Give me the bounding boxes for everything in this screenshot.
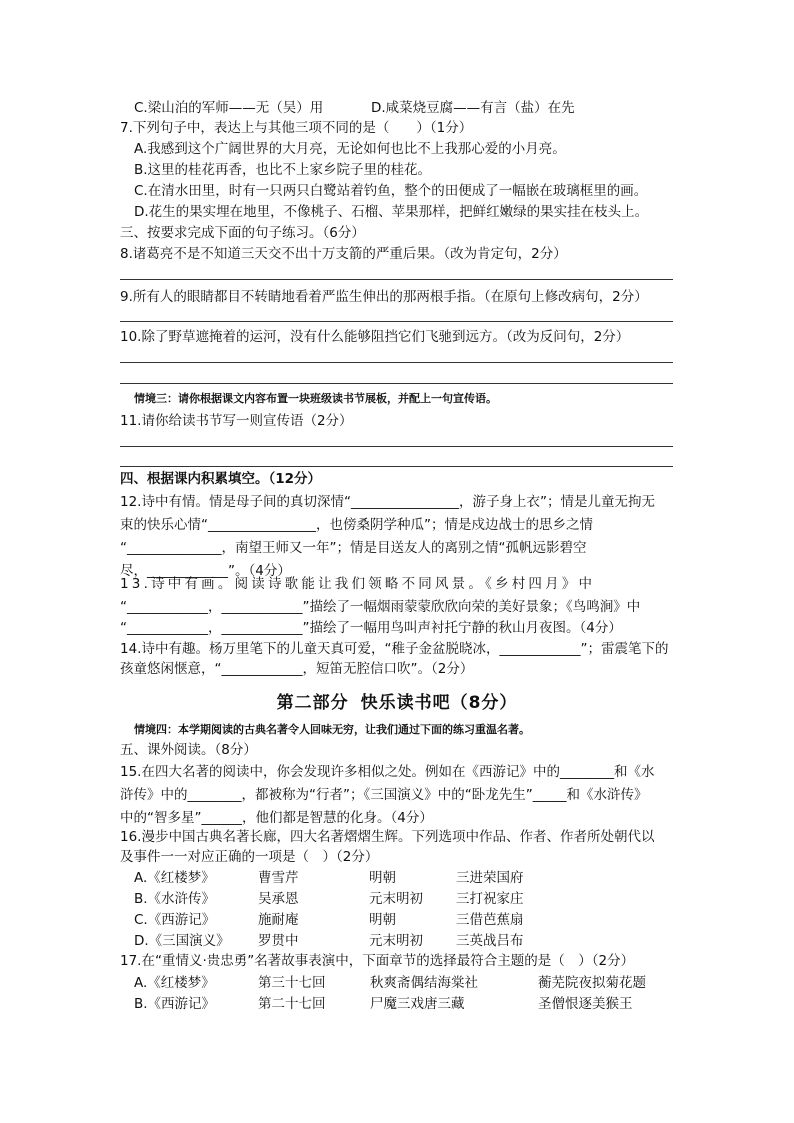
q11-answer-line-2 <box>120 466 673 467</box>
q16-row-b-author: 吴承恩 <box>258 891 299 907</box>
q16-row-a-work: A.《红楼梦》 <box>134 870 215 886</box>
q16-row-d-event: 三英战吕布 <box>456 933 524 949</box>
q11-text: 11.请你给读书节写一则宣传语（2分） <box>120 413 353 429</box>
q16-row-d-dynasty: 元末明初 <box>369 933 423 949</box>
q10-text: 10.除了野草遮掩着的运河，没有什么能够阻挡它们飞驰到远方。（改为反问句，2分） <box>120 329 630 345</box>
q16-line-1: 16.漫步中国古典名著长廊，四大名著熠熠生辉。下列选项中作品、作者、作者所处朝代以 <box>120 829 655 845</box>
q16-row-c-dynasty: 明朝 <box>369 912 396 928</box>
situation-3: 情境三：请你根据课文内容布置一块班级读书节展板，并配上一句宣传语。 <box>134 392 497 405</box>
q17-row-b-title-2: 圣僧恨逐美猴王 <box>538 996 633 1012</box>
q7-option-d: D.花生的果实埋在地里，不像桃子、石榴、苹果那样，把鲜红嫩绿的果实挂在枝头上。 <box>134 204 649 220</box>
part-2-heading <box>0 688 794 713</box>
q16-row-a-dynasty: 明朝 <box>369 870 396 886</box>
q16-row-c-event: 三借芭蕉扇 <box>456 912 524 928</box>
q7-option-a: A.我感到这个广阔世界的大月亮，无论如何也比不上我那心爱的小月亮。 <box>134 141 566 157</box>
q12-line-4: 尽，____________”。（4分） <box>120 563 291 579</box>
q17-row-a-work: A.《红楼梦》 <box>134 975 215 991</box>
q13-line-3: “____________，____________”描绘了一幅用鸟叫声衬托宁静的秋山月夜图。（4分） <box>120 620 622 636</box>
q10-answer-line-1 <box>120 362 673 363</box>
q11-answer-line-1 <box>120 446 673 447</box>
q16-row-b-work: B.《水浒传》 <box>134 891 216 907</box>
q9-answer-line <box>120 321 673 322</box>
situation-4: 情境四：本学期阅读的古典名著令人回味无穷，让我们通过下面的练习重温名著。 <box>134 723 530 736</box>
q15-line-1: 15.在四大名著的阅读中，你会发现许多相似之处。例如在《西游记》中的________和《水 <box>120 764 655 780</box>
section-4-title: 四、根据课内积累填空。（12分） <box>120 471 322 487</box>
q17-row-b-work: B.《西游记》 <box>134 996 216 1012</box>
q9-text: 9.所有人的眼睛都目不转睛地看着严监生伸出的那两根手指。（在原句上修改病句，2分） <box>120 289 648 305</box>
q17-stem: 17.在“重情义·贵忠勇”名著故事表演中，下面章节的选择最符合主题的是（ ）（2分） <box>120 953 635 969</box>
q17-row-a-title-2: 蘅芜院夜拟菊花题 <box>538 975 646 991</box>
q8-answer-line <box>120 279 673 280</box>
q10-answer-line-2 <box>120 383 673 384</box>
section-3-title: 三、按要求完成下面的句子练习。（6分） <box>120 225 365 241</box>
q16-row-b-dynasty: 元末明初 <box>369 891 423 907</box>
q16-row-b-event: 三打祝家庄 <box>456 891 524 907</box>
section-5-title: 五、课外阅读。（8分） <box>120 742 257 758</box>
q16-row-c-author: 施耐庵 <box>258 912 299 928</box>
part-2-label: 第二部分 <box>276 693 349 713</box>
q17-row-a-chapter: 第三十七回 <box>258 975 326 991</box>
q16-row-d-author: 罗贯中 <box>258 933 299 949</box>
q15-line-2: 浒传》中的________，都被称为“行者”；《三国演义》中的“卧龙先生”_____和《水浒传》 <box>120 787 648 803</box>
q17-row-b-chapter: 第二十七回 <box>258 996 326 1012</box>
q6-option-d: D.咸菜烧豆腐——有言（盐）在先 <box>371 100 575 116</box>
q15-line-3: 中的“智多星”______，他们都是智慧的化身。（4分） <box>120 810 433 826</box>
q7-option-b: B.这里的桂花再香，也比不上家乡院子里的桂花。 <box>134 162 432 178</box>
q17-row-a-title-1: 秋爽斋偶结海棠社 <box>370 975 478 991</box>
q6-option-c: C.梁山泊的军师——无（吴）用 <box>134 100 324 116</box>
q16-row-d-work: D.《三国演义》 <box>134 933 230 949</box>
q13-line-2: “____________，____________”描绘了一幅烟雨蒙蒙欣欣向荣的美好景象；《鸟鸣涧》中 <box>120 599 641 615</box>
q8-text: 8.诸葛亮不是不知道三天交不出十万支箭的严重后果。（改为肯定句，2分） <box>120 246 567 262</box>
q13-line-1: 13.诗中有画。阅读诗歌能让我们领略不同风景。《乡村四月》中 <box>120 576 596 592</box>
q14-line-2: 孩童悠闲惬意，“____________，短笛无腔信口吹”。（2分） <box>120 661 474 677</box>
q12-line-1: 12.诗中有情。情是母子间的真切深情“________________，游子身上衣”；情是儿童无拘无 <box>120 494 655 510</box>
q16-row-a-author: 曹雪芹 <box>258 870 299 886</box>
q14-line-1: 14.诗中有趣。杨万里笔下的儿童天真可爱，“稚子金盆脱晓冰，____________”；雷震笔下的 <box>120 641 669 657</box>
part-2-title: 快乐读书吧（8分） <box>360 693 518 713</box>
q7-stem: 7.下列句子中，表达上与其他三项不同的是（ ）（1分） <box>120 120 473 136</box>
q16-line-2: 及事件一一对应正确的一项是（ ）（2分） <box>120 849 379 865</box>
q12-line-2: 束的快乐心情“________________，也傍桑阴学种瓜”；情是戍边战士的思乡之情 <box>120 517 593 533</box>
q12-line-3: “______________，南望王师又一年”；情是目送友人的离别之情“孤帆远影碧空 <box>120 540 587 556</box>
q7-option-c: C.在清水田里，时有一只两只白鹭站着钓鱼，整个的田便成了一幅嵌在玻璃框里的画。 <box>134 183 648 199</box>
q16-row-c-work: C.《西游记》 <box>134 912 216 928</box>
q17-row-b-title-1: 尸魔三戏唐三藏 <box>370 996 465 1012</box>
q16-row-a-event: 三进荣国府 <box>456 870 524 886</box>
